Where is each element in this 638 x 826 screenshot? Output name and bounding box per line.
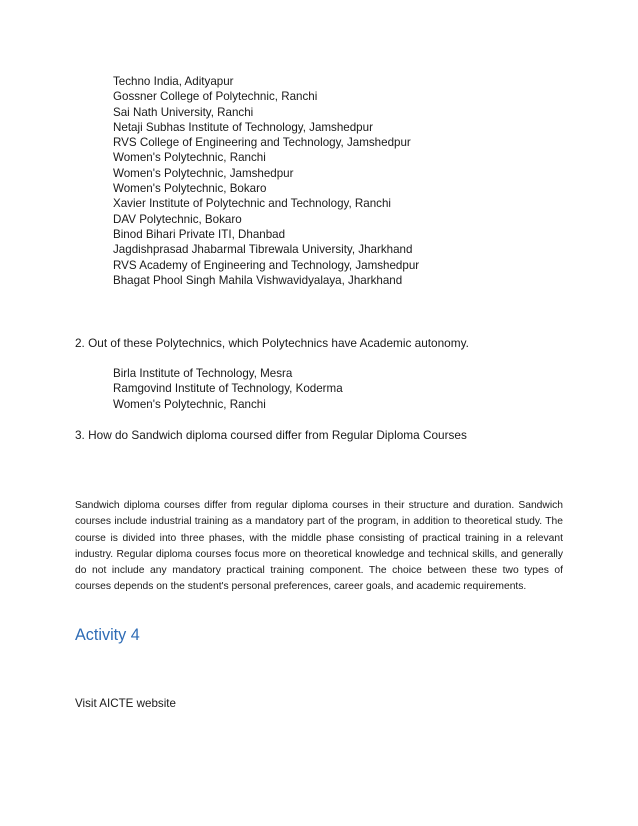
list-text: DAV Polytechnic, Bokaro <box>113 212 242 226</box>
answer-paragraph: Sandwich diploma courses differ from regular diploma courses in their structure and duration. Sandwich courses include industrial training as a mandatory part of the program, in addition to theoretical study. The course is divided into three phases, with the middle phase consisting of practical training in a relevant industry. Regular diploma courses focus more on theoretical knowledge and technical skills, and generally do not include any mandatory practical training component. The choice between these two types of courses depends on the student's personal preferences, career goals, and academic requirements. <box>75 500 563 593</box>
list-text: Xavier Institute of Polytechnic and Technology, Ranchi <box>113 197 391 211</box>
list-text: Women's Polytechnic, Ranchi <box>113 397 266 411</box>
list-text: Sai Nath University, Ranchi <box>113 105 254 119</box>
visit-aicte-text: Visit AICTE website <box>75 697 176 710</box>
list-text: Bhagat Phool Singh Mahila Vishwavidyalaya, Jharkhand <box>113 273 403 287</box>
list-text: Women's Polytechnic, Ranchi <box>113 151 266 165</box>
list-text: Binod Bihari Private ITI, Dhanbad <box>113 227 286 241</box>
question-3: 3. How do Sandwich diploma coursed differ from Regular Diploma Courses <box>75 428 467 442</box>
list-text: Ramgovind Institute of Technology, Koderma <box>113 382 343 396</box>
list-text: Netaji Subhas Institute of Technology, Jamshedpur <box>113 120 373 134</box>
list-text: Women's Polytechnic, Jamshedpur <box>113 166 294 180</box>
list-text: Techno India, Adityapur <box>113 75 234 88</box>
list-text: RVS College of Engineering and Technology, Jamshedpur <box>113 136 411 150</box>
list-text: Birla Institute of Technology, Mesra <box>113 367 293 380</box>
question-2: 2. Out of these Polytechnics, which Polytechnics have Academic autonomy. <box>75 336 469 350</box>
section-heading: Activity 4 <box>75 626 140 644</box>
list-text: Gossner College of Polytechnic, Ranchi <box>113 90 318 104</box>
list-text: RVS Academy of Engineering and Technology, Jamshedpur <box>113 258 420 272</box>
list-text: Jagdishprasad Jhabarmal Tibrewala University, Jharkhand <box>113 243 413 257</box>
list-text: Women's Polytechnic, Bokaro <box>113 182 267 196</box>
